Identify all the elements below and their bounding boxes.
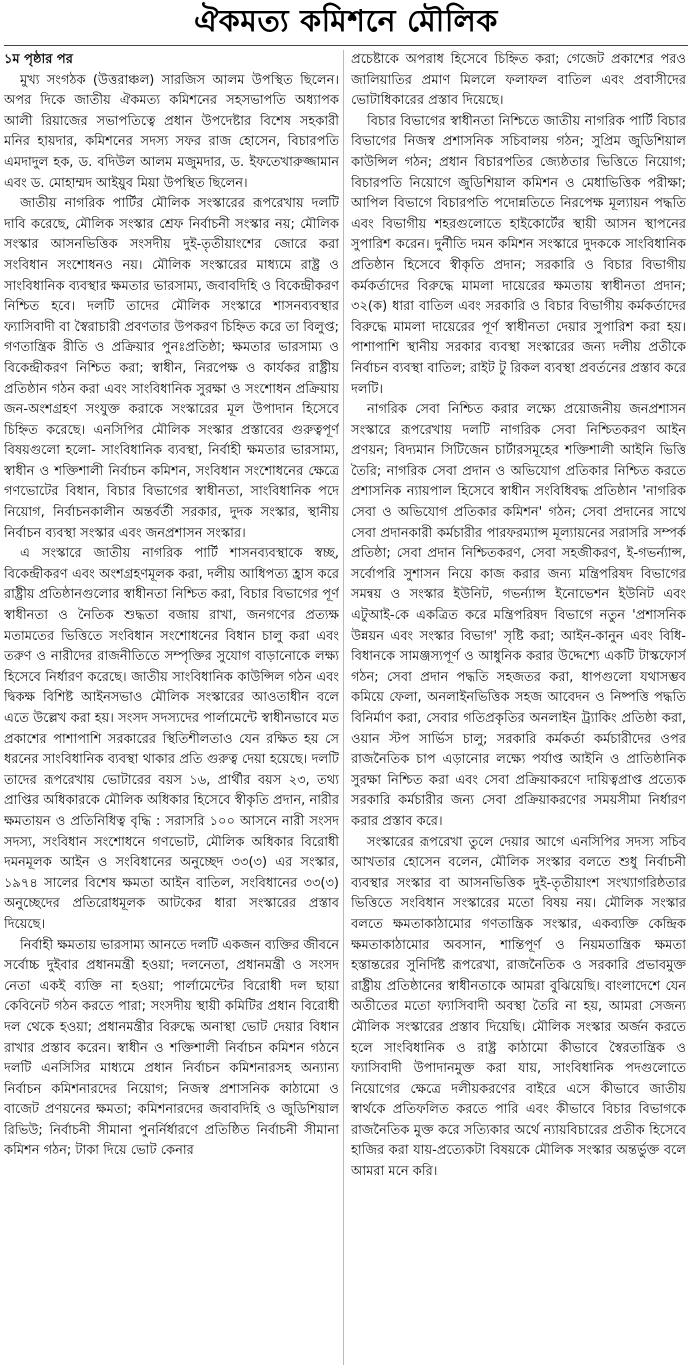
continuation-label: ১ম পৃষ্ঠার পর	[4, 52, 73, 67]
paragraph: সংস্কারের রূপরেখা তুলে দেয়ার আগে এনসিপির সদস্য সচিব আখতার হোসেন বলেন, মৌলিক সংস্কার বলতে শুধু নির্বাচনী ব্যবস্থার সংস্কার বা আসনভিত্তিক দুই-তৃতীয়াংশ সংখ্যাগরিষ্ঠতার ভিত্তিতে সংবিধান সংস্কারের মতো বিষয় নয়। মৌলিক সংস্কার বলতে ক্ষমতাকাঠামোর গণতান্ত্রিক সংস্কার, একব্যক্তি কেন্দ্রিক ক্ষমতাকাঠামোর অবসান, শান্তিপূর্ণ ও নিয়মতান্ত্রিক ক্ষমতা হস্তান্তরের সুনির্দিষ্ট রূপরেখা, রাজনৈতিক ও সরকারি প্রভাবমুক্ত রাষ্ট্রীয় প্রতিষ্ঠানের স্বাধীনতাকে আমরা বুঝিয়েছি। বাংলাদেশে যেন অতীতের মতো ফ্যাসিবাদী অবস্থা তৈরি না হয়, আমরা সেজন্য মৌলিক সংস্কারের প্রস্তাব দিয়েছি। মৌলিক সংস্কার অর্জন করতে হলে সাংবিধানিক ও রাষ্ট্র কাঠামো কীভাবে স্বৈরতান্ত্রিক ও ফ্যাসিবাদী উপাদানমুক্ত করা যায়, সাংবিধানিক পদগুলোতে নিয়োগের ক্ষেত্রে দলীয়করণের বাইরে এসে কীভাবে জাতীয় স্বার্থকে প্রতিফলিত করতে পারি এবং কীভাবে বিচার বিভাগকে রাজনৈতিক মুক্ত করে সত্যিকার অর্থে ন্যায়বিচারের প্রতীক হিসেবে হাজির করা যায়-প্রত্যেকটা বিষয়কে মৌলিক সংস্কার অন্তর্ভুক্ত বলে আমরা মনে করি।	[351, 834, 686, 1180]
paragraph: নির্বাহী ক্ষমতায় ভারসাম্য আনতে দলটি একজন ব্যক্তির জীবনে সর্বোচ্চ দুইবার প্রধানমন্ত্রী হওয়া; দলনেতা, প্রধানমন্ত্রী ও সংসদ নেতা একই ব্যক্তি না হওয়া; পার্লামেন্টের বিরোধী দল ছায়া কেবিনেট গঠন করতে পারা; সংসদীয় স্থায়ী কমিটির প্রধান বিরোধী দল থেকে হওয়া; প্রধানমন্ত্রীর বিরুদ্ধে অনাস্থা ভোট দেয়ার বিধান রাখার প্রস্তাব করেন। স্বাধীন ও শক্তিশালী নির্বাচন কমিশন গঠনে দলটি এনসিসির মাধ্যমে প্রধান নির্বাচন কমিশনারসহ অন্যান্য নির্বাচন কমিশনারদের নিয়োগ; নিজস্ব প্রশাসনিক কাঠামো ও বাজেট প্রণয়নের ক্ষমতা; কমিশনারদের জবাবদিহি ও জুডিশিয়াল রিভিউ; নির্বাচনী সীমানা পুনর্নির্ধারণে প্রতিষ্ঠিত নির্বাচনী সীমানা কমিশন গঠন; টাকা দিয়ে ভোট কেনার	[4, 937, 339, 1159]
paragraph: প্রচেষ্টাকে অপরাধ হিসেবে চিহ্নিত করা; গেজেট প্রকাশের পরও জালিয়াতির প্রমাণ মিললে ফলাফল বাতিল এবং প্রবাসীদের ভোটাধিকারের প্রস্তাব দিয়েছে।	[351, 52, 686, 109]
column-divider	[343, 50, 344, 1365]
right-column	[351, 50, 686, 1365]
paragraph: বিচার বিভাগের স্বাধীনতা নিশ্চিতে জাতীয় নাগরিক পার্টি বিচার বিভাগের নিজস্ব প্রশাসনিক সচিবালয় গঠন; সুপ্রিম জুডিশিয়াল কাউন্সিল গঠন; প্রধান বিচারপতির জ্যেষ্ঠতার ভিত্তিতে নিয়োগ; বিচারপতি নিয়োগে জুডিশিয়াল কমিশন ও মেধাভিত্তিক পরীক্ষা; আপিল বিভাগে বিচারপতি পদোন্নতিতে নিরপেক্ষ মূল্যায়ন পদ্ধতি এবং বিভাগীয় শহরগুলোতে হাইকোর্টের স্থায়ী আসন স্থাপনের সুপারিশ করেন। দুর্নীতি দমন কমিশন সংস্কারে দুদককে সাংবিধানিক প্রতিষ্ঠান হিসেবে স্বীকৃতি প্রদান; সরকারি ও বিচার বিভাগীয় কর্মকর্তাদের বিরুদ্ধে মামলা দায়েরের ক্ষমতায় স্বাধীনতা প্রদান; ৩২(ক) ধারা বাতিল এবং সরকারি ও বিচার বিভাগীয় কর্মকর্তাদের বিরুদ্ধে মামলা দায়েরের পূর্ণ স্বাধীনতা দেয়ার সুপারিশ করা হয়। পাশাপাশি স্থানীয় সরকার ব্যবস্থা সংস্কারের জন্য দলীয় প্রতীকে নির্বাচন ব্যবস্থা বাতিল; রাইট টু রিকল ব্যবস্থা প্রবর্তনের প্রস্তাব করে দলটি।	[351, 113, 686, 397]
paragraph: মুখ্য সংগঠক (উত্তরাঞ্চল) সারজিস আলম উপস্থিত ছিলেন। অপর দিকে জাতীয় ঐকমত্য কমিশনের সহসভাপতি অধ্যাপক আলী রিয়াজের সভাপতিত্বে প্রধান উপদেষ্টার বিশেষ সহকারী মনির হায়দার, কমিশনের সদস্য সফর রাজ হোসেন, বিচারপতি এমদাদুল হক, ড. বদিউল আলম মজুমদার, ড. ইফতেখারুজ্জামান এবং ড. মোহাম্মদ আইয়ুব মিয়া উপস্থিত ছিলেন।	[4, 72, 339, 191]
headline-rule	[4, 45, 688, 46]
headline: ঐকমত্য কমিশনে মৌলিক	[194, 4, 498, 39]
paragraph: জাতীয় নাগরিক পার্টির মৌলিক সংস্কারের রূপরেখায় দলটি দাবি করেছে, মৌলিক সংস্কার শ্রেফ নির্বাচনী সংস্কার নয়; মৌলিক সংস্কার আসনভিত্তিক সংসদীয় দুই-তৃতীয়াংশের জোরে করা সংবিধান সংশোধনও নয়। মৌলিক সংস্কারের মাধ্যমে রাষ্ট্র ও সাংবিধানিক ব্যবস্থার ক্ষমতার ভারসাম্য, জবাবদিহি ও বিকেন্দ্রীকরণ নিশ্চিত হবে। দলটি তাদের মৌলিক সংস্কারে শাসনব্যবস্থার ফ্যাসিবাদী বা স্বৈরাচারী প্রবণতার উপকরণ চিহ্নিত করে তা বিলুপ্ত; গণতান্ত্রিক রীতি ও প্রক্রিয়ার পুনঃপ্রতিষ্ঠা; ক্ষমতার ভারসাম্য ও বিকেন্দ্রীকরণ নিশ্চিত করা; স্বাধীন, নিরপেক্ষ ও কার্যকর রাষ্ট্রীয় প্রতিষ্ঠান গঠন করা এবং সাংবিধানিক সুরক্ষা ও সংশোধন প্রক্রিয়ায় জন-অংশগ্রহণ সংযুক্ত করাকে সংস্কারের মূল উপাদান হিসেবে চিহ্নিত করেছে। এনসিপির মৌলিক সংস্কার প্রস্তাবের গুরুত্বপূর্ণ বিষয়গুলো হলো- সাংবিধানিক ব্যবস্থা, নির্বাহী ক্ষমতার ভারসাম্য, স্বাধীন ও শক্তিশালী নির্বাচন কমিশন, সংবিধান সংশোধনের ক্ষেত্রে গণভোটের বিধান, বিচার বিভাগের স্বাধীনতা, সাংবিধানিক পদে নিয়োগ, নির্বাচনকালীন অন্তর্বর্তী সরকার, দুদক সংস্কার, স্থানীয় নির্বাচন ব্যবস্থা সংস্কার এবং জনপ্রশাসন সংস্কার।	[4, 196, 339, 541]
paragraph: নাগরিক সেবা নিশ্চিত করার লক্ষ্যে প্রয়োজনীয় জনপ্রশাসন সংস্কারে রূপরেখায় দলটি নাগরিক সেবা নিশ্চিতকরণ আইন প্রণয়ন; বিদ্যমান সিটিজেন চার্টারসমূহের শক্তিশালী আইনি ভিত্তি তৈরি; নাগরিক সেবা প্রদান ও অভিযোগ প্রতিকার নিশ্চিত করতে প্রশাসনিক ন্যায়পাল হিসেবে স্বাধীন সংবিধিবদ্ধ প্রতিষ্ঠান 'নাগরিক সেবা ও অভিযোগ প্রতিকার কমিশন' গঠন; সেবা প্রদানের সাথে সেবা প্রদানকারী কর্মচারীর পারফরম্যান্স মূল্যায়নের সরাসরি সম্পর্ক প্রতিষ্ঠা; সেবা প্রদান নিশ্চিতকরণ, সেবা সহজীকরণ, ই-গভর্ন্যান্স, সর্বোপরি সুশাসন নিয়ে কাজ করার জন্য মন্ত্রিপরিষদ বিভাগের সমন্বয় ও সংস্কার ইউনিট, গভর্ন্যান্স ইনোভেশন ইউনিট এবং এটুআই-কে একত্রিত করে মন্ত্রিপরিষদ বিভাগে নতুন 'প্রশাসনিক উন্নয়ন এবং সংস্কার বিভাগ' সৃষ্টি করা; আইন-কানুন এবং বিধি-বিধানকে সামঞ্জস্যপূর্ণ ও আধুনিক করার উদ্দেশ্যে একটি টাস্কফোর্স গঠন; সেবা প্রদান পদ্ধতি সহজতর করা, ধাপগুলো যথাসম্ভব কমিয়ে ফেলা, অনলাইনভিত্তিক সহজ আবেদন ও নিষ্পত্তি পদ্ধতি বিনির্মাণ করা, সেবার গতিপ্রকৃতির অনলাইন ট্র্যাকিং প্রতিষ্ঠা করা, ওয়ান স্টপ সার্ভিস চালু; সরকারি কর্মকর্তা কর্মচারীদের ওপর রাজনৈতিক চাপ এড়ানোর লক্ষ্যে পর্যাপ্ত আইনি ও প্রাতিষ্ঠানিক সুরক্ষা নিশ্চিত করা এবং সেবা প্রক্রিয়াকরণে দায়িত্বপ্রাপ্ত প্রত্যেক সরকারি কর্মচারীর জন্য সেবা প্রক্রিয়াকরণের সময়সীমা নির্ধারণ করার প্রস্তাব করে।	[351, 402, 686, 829]
left-column	[4, 50, 339, 1365]
paragraph: এ সংস্কারে জাতীয় নাগরিক পার্টি শাসনব্যবস্থাকে স্বচ্ছ, বিকেন্দ্রীকরণ এবং অংশগ্রহণমূলক করা, দলীয় আধিপত্য হ্রাস করে রাষ্ট্রীয় প্রতিষ্ঠানগুলোর স্বাধীনতা নিশ্চিত করা, বিচার বিভাগের পূর্ণ স্বাধীনতা ও নৈতিক শুদ্ধতা বজায় রাখা, জনগণের প্রত্যক্ষ মতামতের ভিত্তিতে সংবিধান সংশোধনের বিধান চালু করা এবং তরুণ ও নারীদের রাজনীতিতে সম্পৃক্তির সুযোগ বাড়ানোকে লক্ষ্য হিসেবে নির্ধারণ করেছে। জাতীয় সাংবিধানিক কাউন্সিল গঠন এবং দ্বিকক্ষ বিশিষ্ট আইনসভাও মৌলিক সংস্কারের আওতাধীন বলে এতে উল্লেখ করা হয়। সংসদ সদস্যদের পার্লামেন্টে স্বাধীনভাবে মত প্রকাশের পাশাপাশি সরকারের স্থিতিশীলতাও যেন রক্ষিত হয় সে ধরনের সাংবিধানিক ব্যবস্থা থাকার প্রতি গুরুত্ব দেয়া হয়েছে। দলটি তাদের রূপরেখায় ভোটারের বয়স ১৬, প্রার্থীর বয়স ২৩, তথ্য প্রাপ্তির অধিকারকে মৌলিক অধিকার হিসেবে স্বীকৃতি প্রদান, নারীর ক্ষমতায়ন ও প্রতিনিধিত্ব বৃদ্ধি : সরাসরি ১০০ আসনে নারী সংসদ সদস্য, সংবিধান সংশোধনে গণভোট, মৌলিক অধিকার বিরোধী দমনমূলক আইন ও সংবিধানের অনুচ্ছেদ ৩৩(৩) এর সংস্কার, ১৯৭৪ সালের বিশেষ ক্ষমতা আইন বাতিল, সংবিধানের ৩৩(৩) অনুচ্ছেদের প্রতিরোধমূলক আটকের ধারা সংস্কারের প্রস্তাব দিয়েছে।	[4, 546, 339, 932]
